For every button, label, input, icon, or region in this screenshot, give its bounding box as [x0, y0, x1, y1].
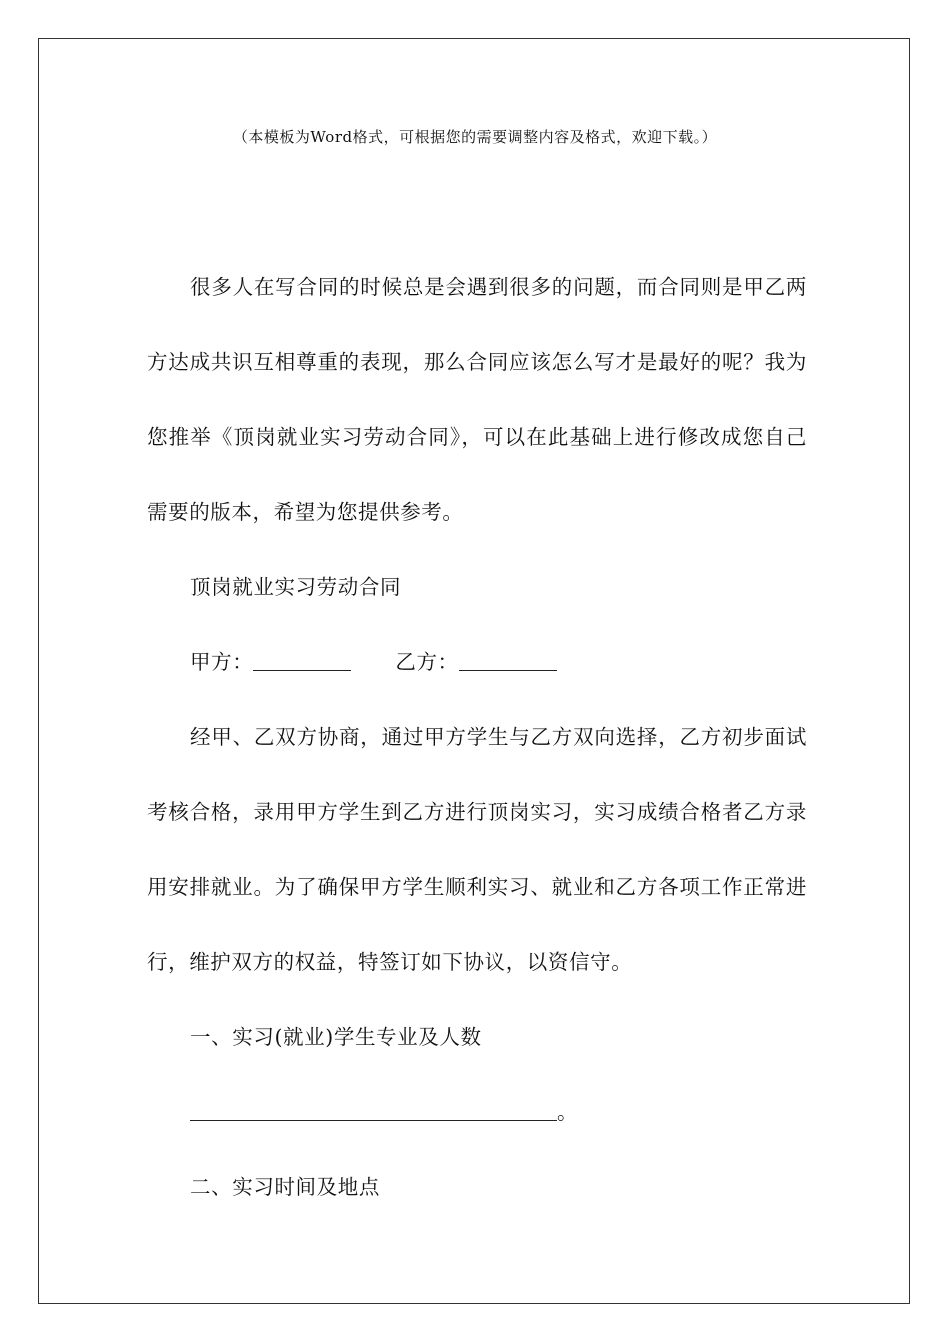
party-a-label: 甲方：	[190, 650, 254, 674]
preamble-paragraph: 经甲、乙双方协商，通过甲方学生与乙方双向选择，乙方初步面试考核合格，录用甲方学生到乙方进行顶岗实习，实习成绩合格者乙方录用安排就业。为了确保甲方学生顺利实习、就业和乙方各项工作正常进行，维护双方的权益，特签订如下协议，以资信守。	[147, 725, 807, 974]
party-b-blank[interactable]	[459, 650, 557, 672]
parties-line	[147, 625, 807, 700]
section-1-end: 。	[557, 1100, 579, 1124]
party-a-blank[interactable]	[253, 650, 351, 672]
section-2-title: 二、实习时间及地点	[190, 1175, 380, 1199]
section-1-blank[interactable]	[190, 1100, 557, 1122]
contract-title: 顶岗就业实习劳动合同	[190, 575, 402, 599]
party-b-label: 乙方：	[395, 650, 459, 674]
template-notice: （本模板为Word格式，可根据您的需要调整内容及格式，欢迎下载。）	[232, 128, 718, 146]
section-1-fill-line	[147, 1075, 807, 1150]
section-1-title: 一、实习(就业)学生专业及人数	[190, 1025, 482, 1049]
document-body	[147, 250, 807, 1225]
intro-paragraph: 很多人在写合同的时候总是会遇到很多的问题，而合同则是甲乙两方达成共识互相尊重的表现，那么合同应该怎么写才是最好的呢？我为您推举《顶岗就业实习劳动合同》，可以在此基础上进行修改成您自己需要的版本，希望为您提供参考。	[147, 275, 807, 524]
